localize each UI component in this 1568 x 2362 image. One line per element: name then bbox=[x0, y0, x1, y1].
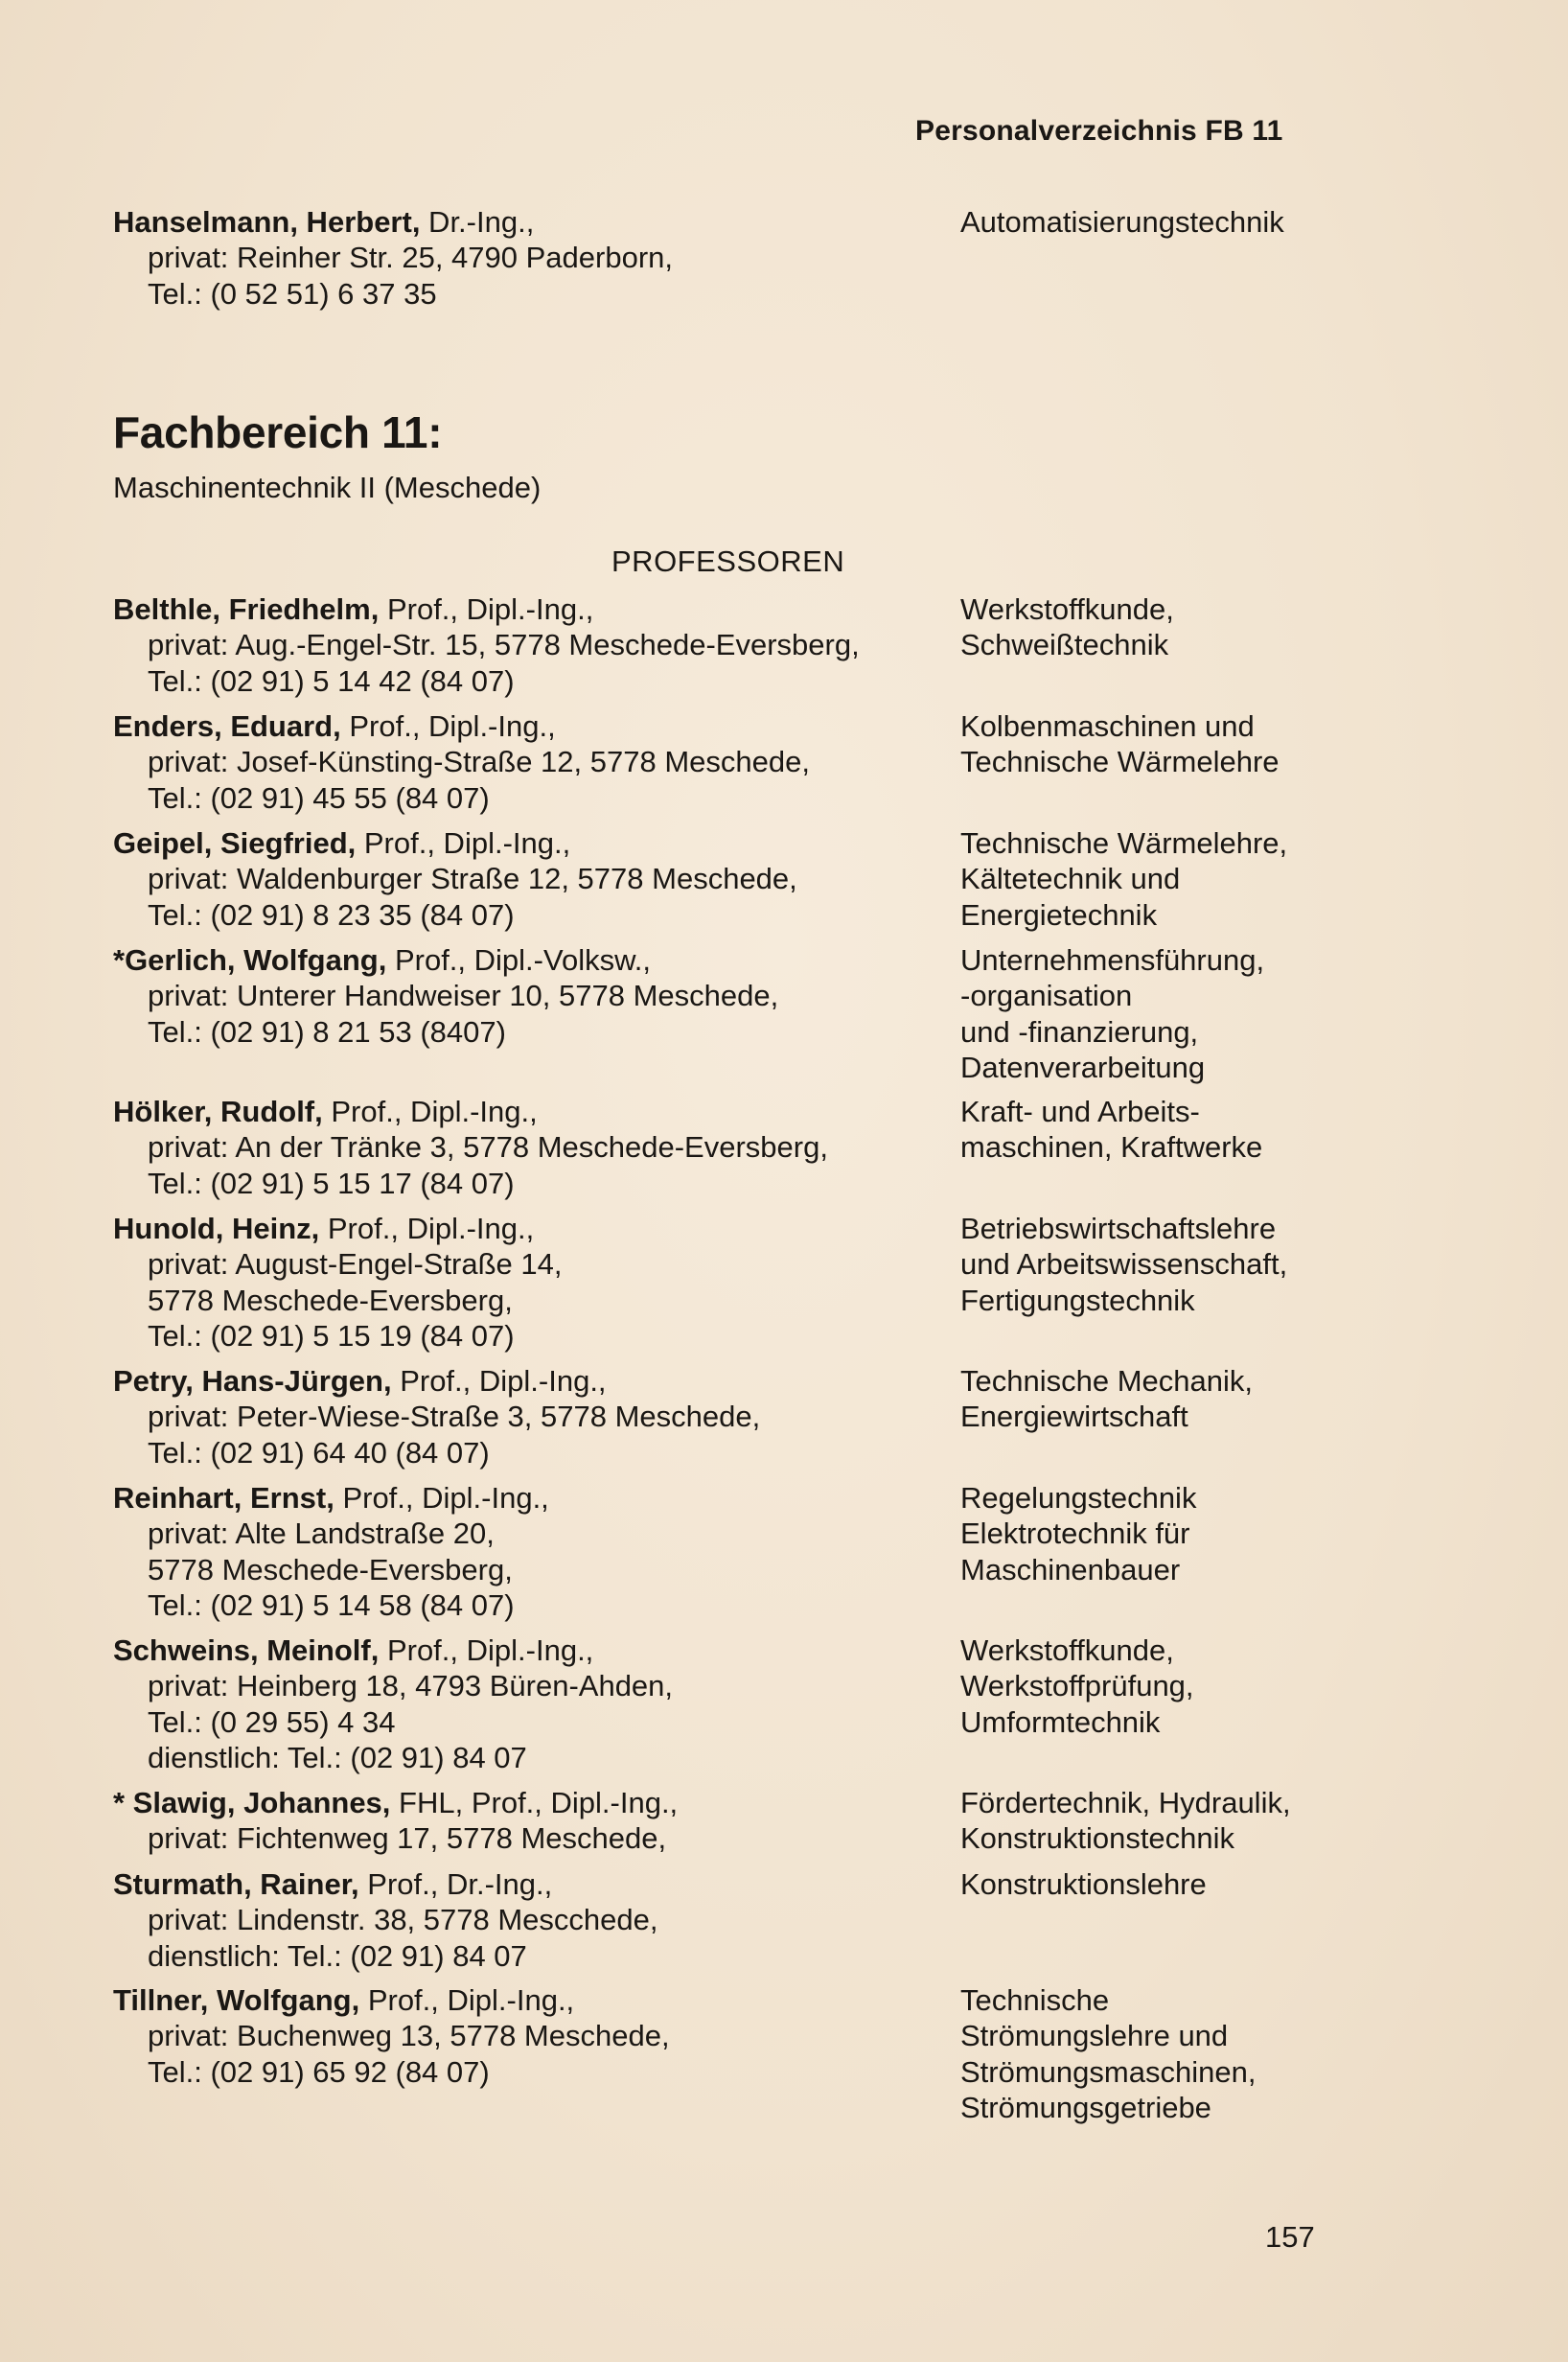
person-title: Prof., Dipl.-Ing., bbox=[391, 1364, 607, 1398]
entry-contact bbox=[113, 1633, 937, 1776]
person-title: Prof., Dipl.-Ing., bbox=[322, 1095, 538, 1128]
subject-line: Strömungsgetriebe bbox=[960, 2091, 1211, 2125]
subject-line: Kraft- und Arbeits- bbox=[960, 1095, 1200, 1128]
subject-line: Werkstoffkunde, bbox=[960, 1633, 1174, 1667]
entry-subject bbox=[960, 1480, 1420, 1587]
subject-line: Betriebswirtschaftslehre bbox=[960, 1212, 1277, 1245]
subject-line: Strömungsmaschinen, bbox=[960, 2054, 1257, 2089]
person-title: Prof., Dipl.-Ing., bbox=[334, 1481, 549, 1515]
entry-subject bbox=[960, 825, 1420, 933]
person-title: Prof., Dipl.-Ing., bbox=[356, 826, 571, 860]
subject-line: Strömungslehre und bbox=[960, 2019, 1229, 2053]
subject-line: Technische bbox=[960, 1983, 1110, 2017]
entry-line: Tel.: (02 91) 5 15 19 (84 07) bbox=[148, 1319, 515, 1354]
entry-subject bbox=[960, 1785, 1420, 1857]
subject-line: Energiewirtschaft bbox=[960, 1400, 1188, 1434]
person-name: Hunold, Heinz, bbox=[113, 1212, 320, 1245]
person-title: Prof., Dipl.-Ing., bbox=[359, 1983, 575, 2017]
entry-line: Tel.: (02 91) 65 92 (84 07) bbox=[148, 2054, 490, 2089]
entry-line: Tel.: (02 91) 5 15 17 (84 07) bbox=[148, 1166, 515, 1200]
subject-line: Kältetechnik und bbox=[960, 862, 1181, 896]
entry-line: privat: Buchenweg 13, 5778 Meschede, bbox=[148, 2019, 670, 2053]
entry-contact bbox=[113, 708, 937, 816]
entry-line: privat: Heinberg 18, 4793 Büren-Ahden, bbox=[148, 1669, 674, 1703]
entry-line: Tel.: (02 91) 45 55 (84 07) bbox=[148, 780, 490, 815]
subject-line: Fertigungstechnik bbox=[960, 1283, 1195, 1317]
subject-line: Maschinenbauer bbox=[960, 1552, 1181, 1586]
entry-line: privat: Lindenstr. 38, 5778 Mescchede, bbox=[148, 1903, 658, 1937]
entry-subject bbox=[960, 1211, 1420, 1318]
entry-subject bbox=[960, 1094, 1420, 1166]
person-name: Hanselmann, Herbert, bbox=[113, 205, 421, 239]
subject-line: Konstruktionslehre bbox=[960, 1867, 1207, 1901]
subject-line: Konstruktionstechnik bbox=[960, 1821, 1235, 1856]
person-name: Belthle, Friedhelm, bbox=[113, 592, 380, 626]
entry-subject bbox=[960, 1633, 1420, 1740]
entry-contact bbox=[113, 1363, 937, 1470]
person-title: Dr.-Ing., bbox=[420, 205, 535, 239]
person-name: Sturmath, Rainer, bbox=[113, 1867, 359, 1901]
subject-line: Elektrotechnik für bbox=[960, 1517, 1190, 1551]
entry-contact bbox=[113, 1211, 937, 1355]
subject-line: Werkstoffprüfung, bbox=[960, 1669, 1194, 1703]
subject-line: Regelungstechnik bbox=[960, 1481, 1197, 1515]
page-number: 157 bbox=[1265, 2220, 1315, 2254]
person-title: Prof., Dipl.-Ing., bbox=[340, 709, 556, 743]
subject-line: Unternehmensführung, bbox=[960, 943, 1265, 977]
entry-contact bbox=[113, 1982, 937, 2090]
department-subtitle: Maschinentechnik II (Meschede) bbox=[113, 471, 542, 504]
entry-line: 5778 Meschede-Eversberg, bbox=[148, 1283, 513, 1317]
subject-line: Technische Mechanik, bbox=[960, 1364, 1253, 1398]
subject-line: Fördertechnik, Hydraulik, bbox=[960, 1786, 1291, 1819]
person-name: Schweins, Meinolf, bbox=[113, 1633, 380, 1667]
entry-contact bbox=[113, 1480, 937, 1624]
person-name: *Gerlich, Wolfgang, bbox=[113, 943, 387, 977]
entry-line: privat: Alte Landstraße 20, bbox=[148, 1517, 495, 1551]
entry-line: 5778 Meschede-Eversberg, bbox=[148, 1552, 513, 1586]
entry-subject bbox=[960, 1866, 1420, 1902]
entry-line: Tel.: (02 91) 8 23 35 (84 07) bbox=[148, 897, 515, 932]
department-heading: Fachbereich 11: bbox=[113, 407, 443, 457]
entry-contact bbox=[113, 942, 937, 1050]
entry-line: dienstlich: Tel.: (02 91) 84 07 bbox=[148, 1741, 527, 1775]
entry-line: Tel.: (02 91) 5 14 42 (84 07) bbox=[148, 663, 515, 698]
entry-line: privat: Waldenburger Straße 12, 5778 Meschede, bbox=[148, 862, 797, 896]
entry-subject bbox=[960, 942, 1420, 1086]
person-title: Prof., Dipl.-Volksw., bbox=[386, 943, 651, 977]
subject-line: und -finanzierung, bbox=[960, 1014, 1199, 1049]
entry-line: Tel.: (02 91) 8 21 53 (8407) bbox=[148, 1014, 506, 1049]
person-name: Enders, Eduard, bbox=[113, 709, 341, 743]
entry-subject bbox=[960, 1982, 1420, 2126]
person-title: Prof., Dipl.-Ing., bbox=[379, 592, 594, 626]
subject-line: Technische Wärmelehre bbox=[960, 745, 1280, 779]
entry-contact bbox=[113, 1094, 937, 1201]
person-title: Prof., Dipl.-Ing., bbox=[319, 1212, 535, 1245]
entry-contact bbox=[113, 1785, 937, 1857]
subject-line: Werkstoffkunde, bbox=[960, 592, 1174, 626]
entry-line: Tel.: (0 29 55) 4 34 bbox=[148, 1704, 396, 1739]
entry-line: privat: Peter-Wiese-Straße 3, 5778 Meschede, bbox=[148, 1400, 761, 1434]
entry-line: privat: Aug.-Engel-Str. 15, 5778 Meschede-Eversberg, bbox=[148, 628, 860, 662]
running-head: Personalverzeichnis FB 11 bbox=[915, 115, 1283, 147]
entry-contact bbox=[113, 1866, 937, 1974]
subject-line: Umformtechnik bbox=[960, 1704, 1161, 1739]
subject-line: und Arbeitswissenschaft, bbox=[960, 1247, 1288, 1282]
section-heading: PROFESSOREN bbox=[611, 544, 845, 578]
entry-line: privat: Unterer Handweiser 10, 5778 Meschede, bbox=[148, 979, 779, 1013]
entry-line: Tel.: (0 52 51) 6 37 35 bbox=[148, 276, 437, 311]
person-name: Reinhart, Ernst, bbox=[113, 1481, 334, 1515]
person-name: Tillner, Wolfgang, bbox=[113, 1983, 360, 2017]
subject-line: maschinen, Kraftwerke bbox=[960, 1130, 1263, 1165]
subject-line: -organisation bbox=[960, 979, 1133, 1013]
person-name: Hölker, Rudolf, bbox=[113, 1095, 323, 1128]
person-name: * Slawig, Johannes, bbox=[113, 1786, 391, 1819]
entry-line: Tel.: (02 91) 5 14 58 (84 07) bbox=[148, 1588, 515, 1623]
entry-line: Tel.: (02 91) 64 40 (84 07) bbox=[148, 1435, 490, 1470]
entry-subject bbox=[960, 708, 1420, 780]
subject-line: Datenverarbeitung bbox=[960, 1051, 1206, 1085]
entry-contact bbox=[113, 825, 937, 933]
entry-subject bbox=[960, 591, 1420, 663]
entry-contact bbox=[113, 591, 937, 699]
subject-line: Technische Wärmelehre, bbox=[960, 826, 1288, 860]
person-title: Prof., Dipl.-Ing., bbox=[379, 1633, 594, 1667]
person-name: Petry, Hans-Jürgen, bbox=[113, 1364, 392, 1398]
subject-line: Energietechnik bbox=[960, 897, 1158, 932]
person-title: Prof., Dr.-Ing., bbox=[358, 1867, 553, 1901]
entry-line: privat: Reinher Str. 25, 4790 Paderborn, bbox=[148, 241, 673, 275]
person-title: FHL, Prof., Dipl.-Ing., bbox=[390, 1786, 679, 1819]
subject-line: Automatisierungstechnik bbox=[960, 205, 1284, 239]
subject-line: Kolbenmaschinen und bbox=[960, 709, 1255, 743]
entry-line: dienstlich: Tel.: (02 91) 84 07 bbox=[148, 1938, 527, 1973]
entry-subject bbox=[960, 1363, 1420, 1435]
person-name: Geipel, Siegfried, bbox=[113, 826, 357, 860]
subject-line: Schweißtechnik bbox=[960, 628, 1169, 662]
entry-line: privat: Fichtenweg 17, 5778 Meschede, bbox=[148, 1821, 667, 1856]
entry-line: privat: Josef-Künsting-Straße 12, 5778 Meschede, bbox=[148, 745, 810, 779]
entry-line: privat: An der Tränke 3, 5778 Meschede-Eversberg, bbox=[148, 1130, 828, 1165]
entry-line: privat: August-Engel-Straße 14, bbox=[148, 1247, 563, 1282]
